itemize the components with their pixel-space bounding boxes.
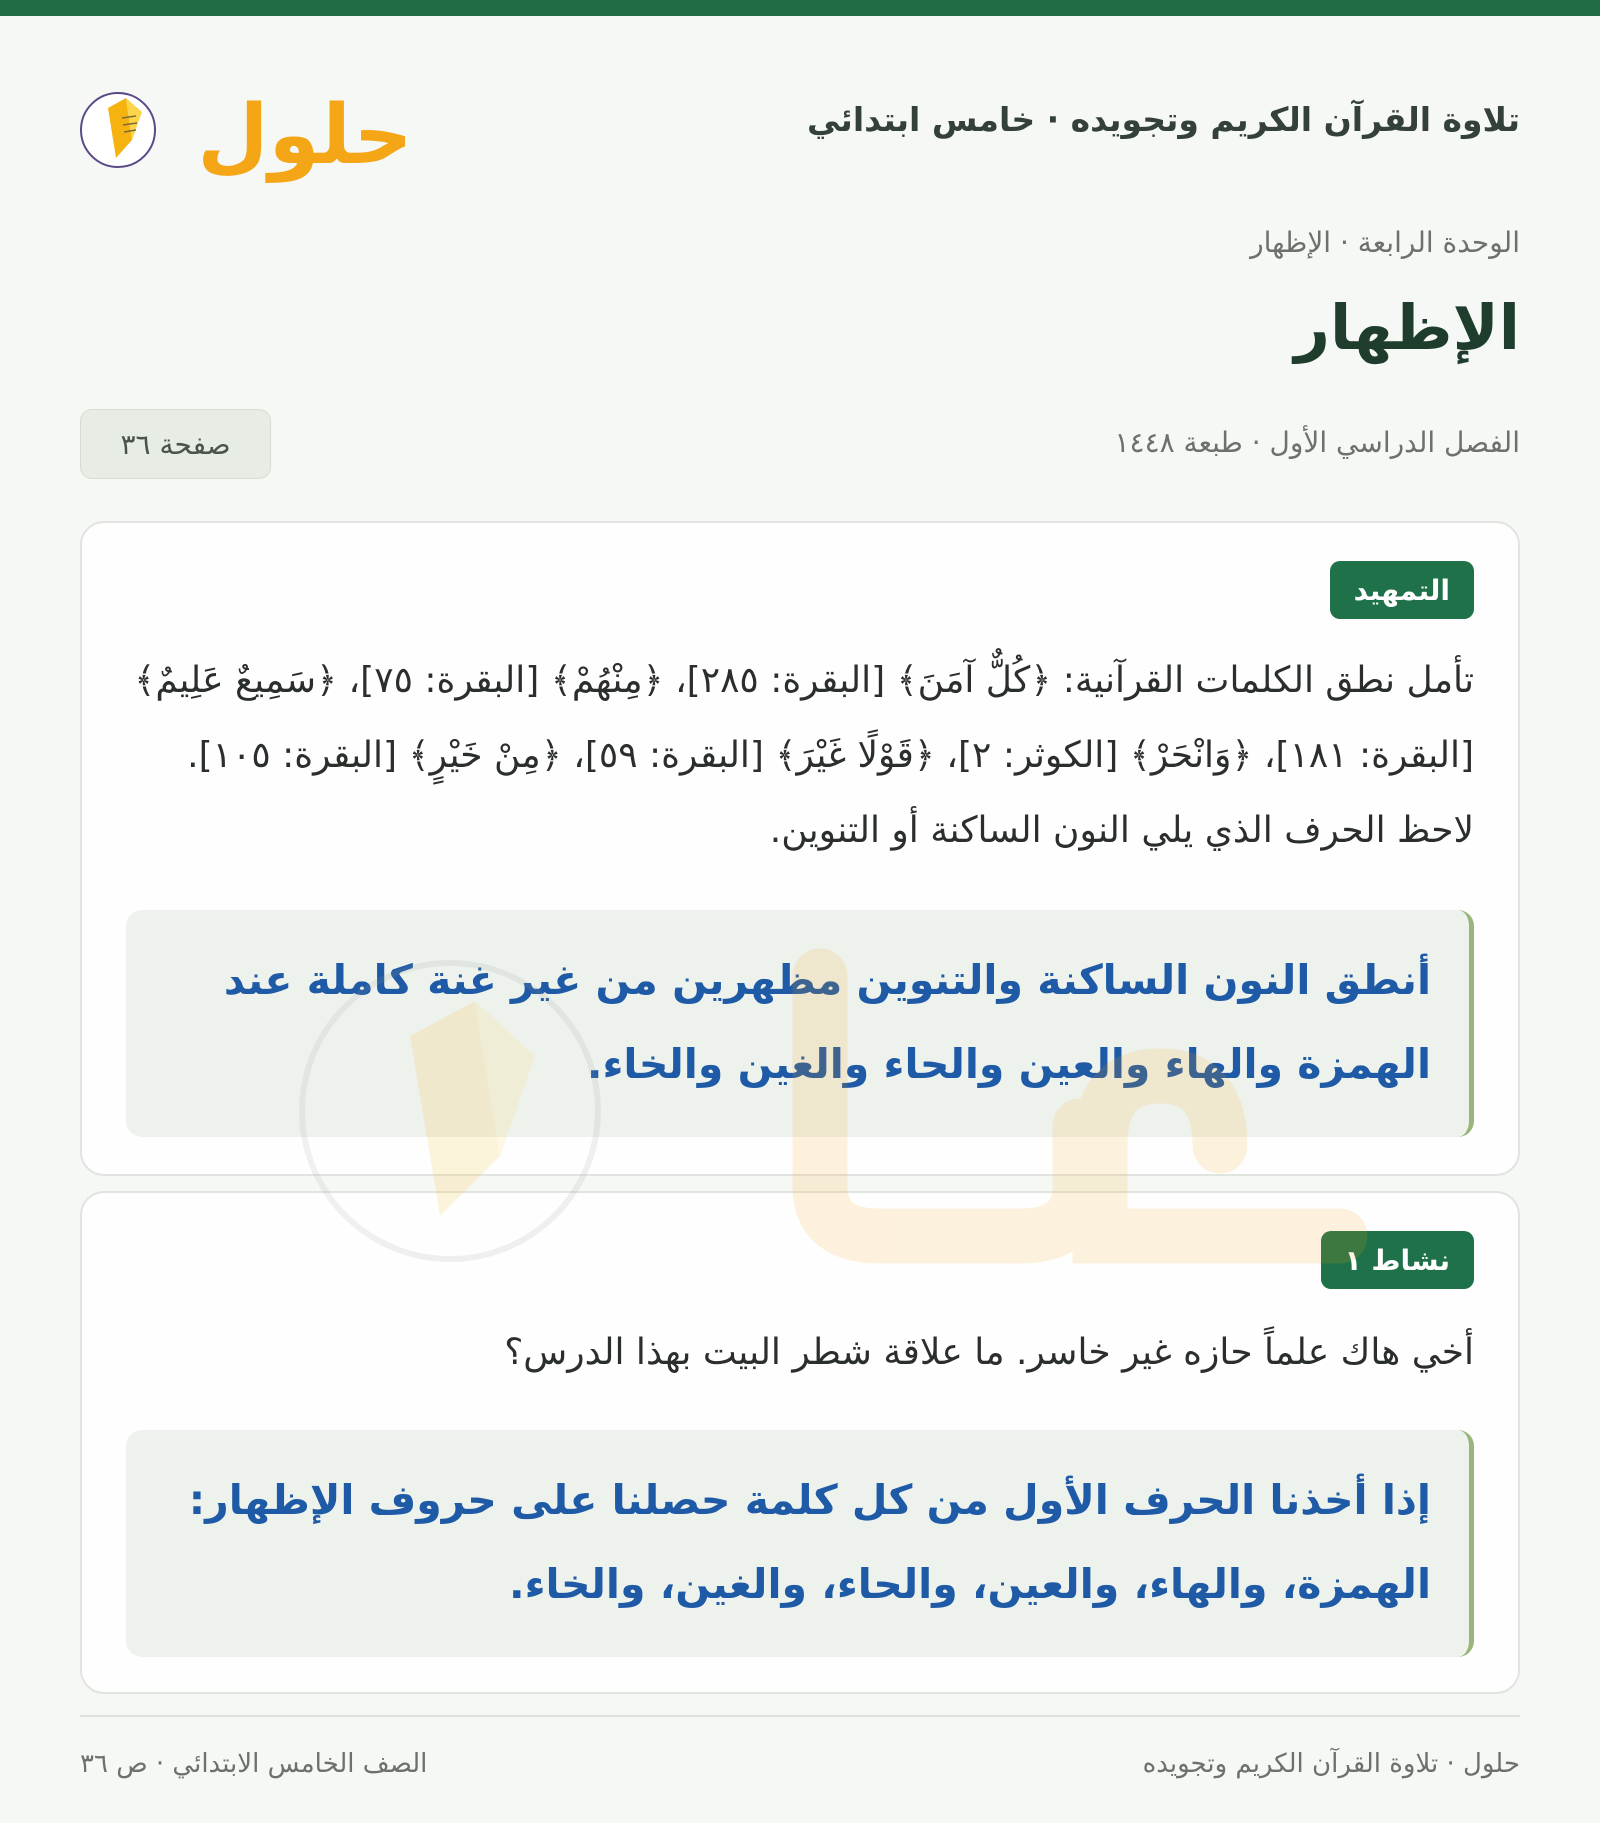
activity-card xyxy=(80,1191,1520,1694)
answer-box: إذا أخذنا الحرف الأول من كل كلمة حصلنا على حروف الإظهار: الهمزة، والهاء، والعين، والحاء، والغين، والخاء. xyxy=(126,1430,1474,1657)
hulul-logo-icon xyxy=(80,68,413,188)
section-text: تأمل نطق الكلمات القرآنية: ﴿كُلٌّ آمَنَ﴾ [البقرة: ٢٨٥]، ﴿مِنْهُمْ﴾ [البقرة: ٧٥]، ﴿سَمِيعٌ عَلِيمٌ﴾ [البقرة: ١٨١]، ﴿وَانْحَرْ﴾ [الكوثر: ٢]، ﴿قَوْلًا غَيْرَ﴾ [البقرة: ٥٩]، ﴿مِنْ خَيْرٍ﴾ [البقرة: ١٠٥]. لاحظ الحرف الذي يلي النون الساكنة أو التنوين. xyxy=(134,660,1474,851)
footer-divider xyxy=(80,1715,1520,1717)
answer-box: أنطق النون الساكنة والتنوين مظهرين من غير غنة كاملة عند الهمزة والهاء والعين والحاء والغين والخاء. xyxy=(126,910,1474,1137)
intro-card xyxy=(80,521,1520,1176)
section-text: أخي هاك علماً حازه غير خاسر. ما علاقة شطر البيت بهذا الدرس؟ xyxy=(504,1332,1474,1373)
section-tag: التمهيد xyxy=(1330,561,1474,619)
footer-page: الصف الخامس الابتدائي · ص ٣٦ xyxy=(80,1749,428,1779)
header xyxy=(80,68,1520,183)
footer-book: حلول · تلاوة القرآن الكريم وتجويده xyxy=(1142,1749,1520,1779)
section-tag: نشاط ١ xyxy=(1321,1231,1474,1289)
book-title: تلاوة القرآن الكريم وتجويده · خامس ابتدائي xyxy=(807,100,1520,139)
top-accent-bar xyxy=(0,0,1600,16)
breadcrumb: الوحدة الرابعة · الإظهار xyxy=(1250,226,1520,259)
page-number-badge: صفحة ٣٦ xyxy=(80,409,271,479)
page-title: الإظهار xyxy=(1294,291,1520,364)
page xyxy=(80,16,1520,1823)
edition-meta: الفصل الدراسي الأول · طبعة ١٤٤٨ xyxy=(1114,426,1520,459)
logo-wordmark: حلول xyxy=(197,88,413,183)
